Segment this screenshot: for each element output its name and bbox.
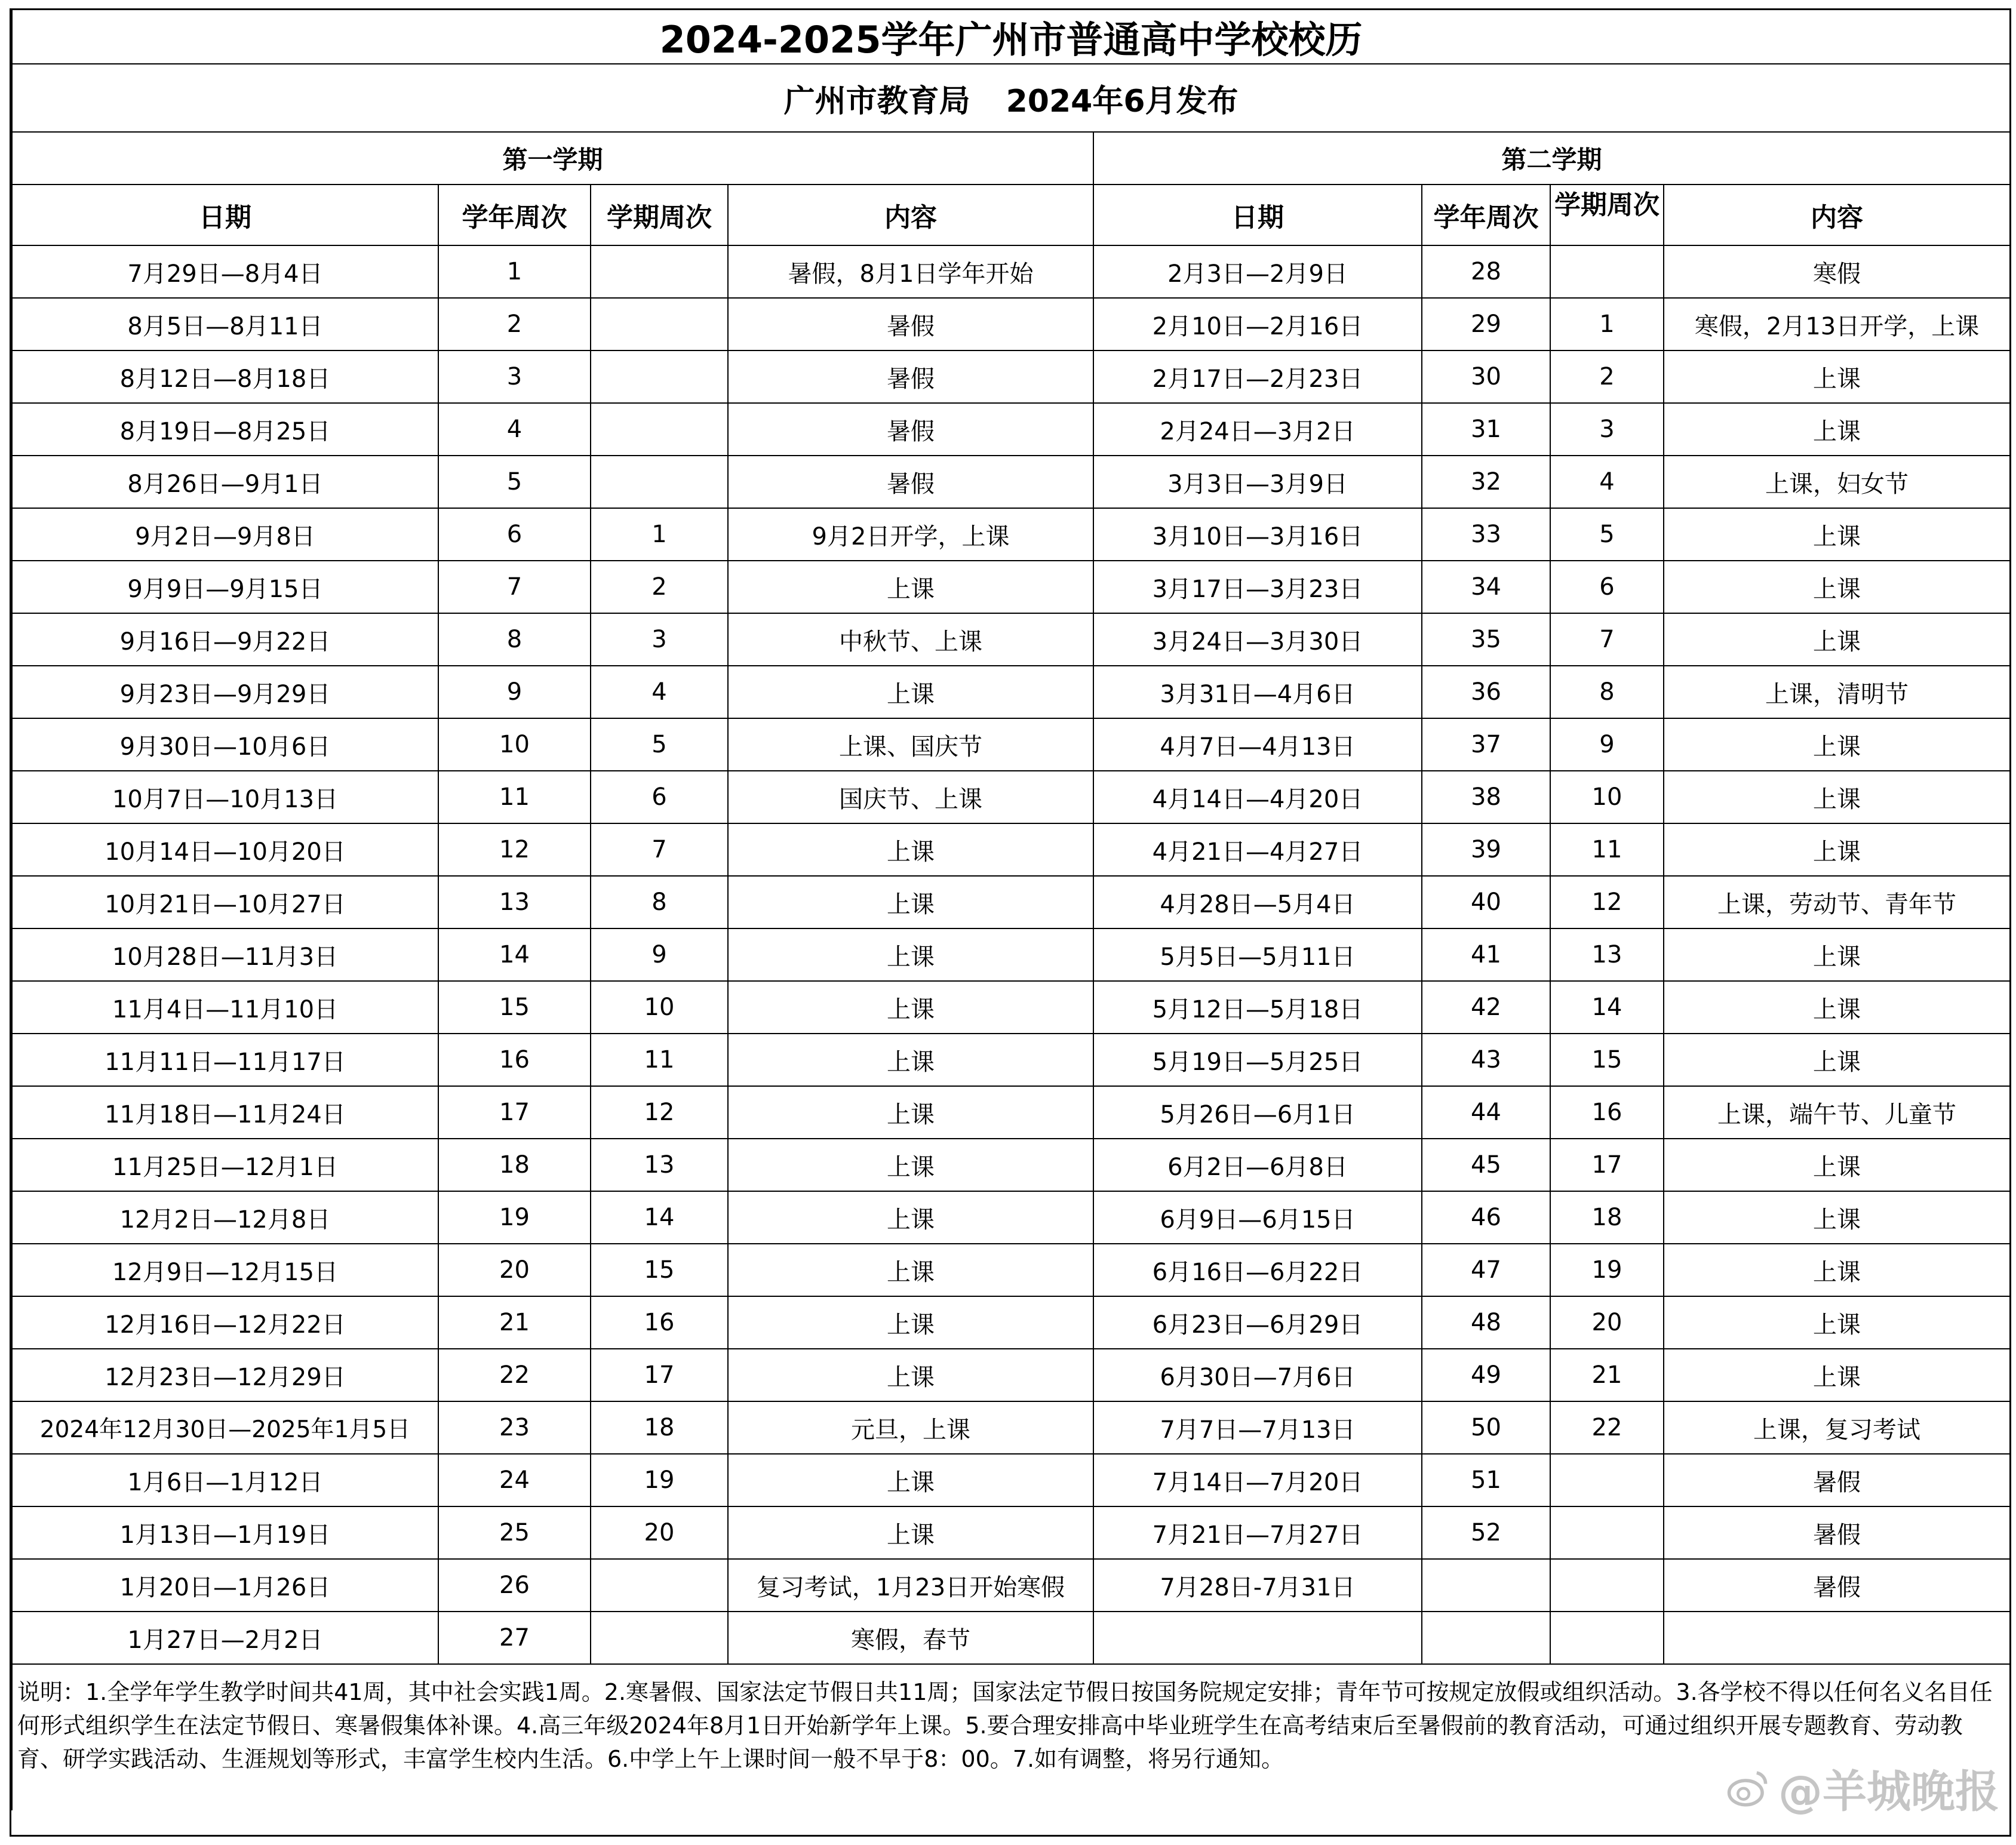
second-term-content-cell: 上课 [1664, 771, 2010, 823]
second-term-content-cell: 上课 [1664, 1034, 2010, 1086]
second-term-date-cell: 2月24日—3月2日 [1093, 403, 1422, 456]
second-term-term-week-cell: 10 [1550, 771, 1664, 823]
second-term-header: 第二学期 [1093, 132, 2010, 184]
first-term-term-week-cell [591, 298, 728, 350]
notes: 说明：1.全学年学生教学时间共41周，其中社会实践1周。2.寒暑假、国家法定节假日共11周；国家法定节假日按国务院规定安排；青年节可按规定放假或组织活动。3.各学校不得以任何名义名目任何形式组织学生在法定节假日、寒暑假集体补课。4.高三年级2024年8月1日开始新学年上课。5.要合理安排高中毕业班学生在高考结束后至暑假前的教育活动，可通过组织开展专题教育、劳动教育、研学实践活动、生涯规划等形式，丰富学生校内生活。6.中学上午上课时间一般不早于8：00。7.如有调整，将另行通知。 [12, 1664, 2010, 1810]
second-term-year-week-cell: 29 [1422, 298, 1550, 350]
second-term-content-cell: 寒假，2月13日开学，上课 [1664, 298, 2010, 350]
table-row [12, 1349, 2010, 1401]
second-term-year-week-cell: 44 [1422, 1086, 1550, 1139]
first-term-content-cell: 国庆节、上课 [728, 771, 1093, 823]
table-row [12, 876, 2010, 928]
first-term-term-week-cell: 15 [591, 1244, 728, 1296]
first-term-year-week-cell: 24 [438, 1454, 591, 1506]
second-term-content-cell: 上课，清明节 [1664, 666, 2010, 718]
watermark [1726, 1757, 1999, 1820]
second-term-year-week-cell [1422, 1559, 1550, 1612]
first-term-year-week-cell: 5 [438, 456, 591, 508]
second-term-term-week-cell: 16 [1550, 1086, 1664, 1139]
first-term-year-week-cell: 19 [438, 1191, 591, 1244]
first-term-date-cell: 11月4日—11月10日 [12, 981, 438, 1034]
second-term-date-cell [1093, 1612, 1422, 1664]
first-term-year-week-cell: 2 [438, 298, 591, 350]
page-title: 2024-2025学年广州市普通高中学校校历 [12, 10, 2010, 64]
second-term-term-week-cell: 4 [1550, 456, 1664, 508]
first-term-date-cell: 1月6日—1月12日 [12, 1454, 438, 1506]
first-term-content-cell: 上课 [728, 823, 1093, 876]
first-term-content-cell: 上课 [728, 666, 1093, 718]
second-term-content-cell: 上课 [1664, 561, 2010, 613]
second-term-content-cell: 上课 [1664, 508, 2010, 561]
second-term-date-cell: 3月31日—4月6日 [1093, 666, 1422, 718]
first-term-year-week-cell: 14 [438, 928, 591, 981]
first-term-term-week-cell: 4 [591, 666, 728, 718]
second-term-content-cell: 上课 [1664, 981, 2010, 1034]
table-row [12, 508, 2010, 561]
first-term-year-week-cell: 12 [438, 823, 591, 876]
table-row [12, 561, 2010, 613]
calendar-sheet [10, 8, 2011, 1837]
second-term-content-cell: 寒假 [1664, 245, 2010, 298]
second-term-content-cell: 上课 [1664, 718, 2010, 771]
first-term-date-cell: 9月30日—10月6日 [12, 718, 438, 771]
first-term-date-cell: 10月21日—10月27日 [12, 876, 438, 928]
first-term-content-cell: 上课 [728, 981, 1093, 1034]
first-term-date-cell: 8月12日—8月18日 [12, 350, 438, 403]
first-term-term-week-cell: 7 [591, 823, 728, 876]
second-term-date-cell: 4月28日—5月4日 [1093, 876, 1422, 928]
first-term-term-week-cell [591, 456, 728, 508]
first-term-date-cell: 12月16日—12月22日 [12, 1296, 438, 1349]
column-header-term-week: 学期周次 [591, 184, 728, 245]
second-term-year-week-cell: 38 [1422, 771, 1550, 823]
second-term-term-week-cell [1550, 1612, 1664, 1664]
first-term-term-week-cell [591, 1559, 728, 1612]
table-row [12, 1191, 2010, 1244]
second-term-term-week-cell: 6 [1550, 561, 1664, 613]
table-row [12, 771, 2010, 823]
second-term-year-week-cell: 40 [1422, 876, 1550, 928]
first-term-term-week-cell: 17 [591, 1349, 728, 1401]
table-row [12, 1244, 2010, 1296]
first-term-date-cell: 10月14日—10月20日 [12, 823, 438, 876]
second-term-year-week-cell: 49 [1422, 1349, 1550, 1401]
first-term-content-cell: 上课 [728, 928, 1093, 981]
second-term-date-cell: 6月2日—6月8日 [1093, 1139, 1422, 1191]
first-term-date-cell: 9月2日—9月8日 [12, 508, 438, 561]
first-term-date-cell: 10月28日—11月3日 [12, 928, 438, 981]
first-term-date-cell: 11月25日—12月1日 [12, 1139, 438, 1191]
first-term-year-week-cell: 23 [438, 1401, 591, 1454]
calendar-table [11, 10, 2011, 1810]
column-header-content: 内容 [1664, 184, 2010, 245]
first-term-content-cell: 暑假，8月1日学年开始 [728, 245, 1093, 298]
table-row [12, 666, 2010, 718]
second-term-term-week-cell: 5 [1550, 508, 1664, 561]
first-term-content-cell: 暑假 [728, 403, 1093, 456]
second-term-term-week-cell: 20 [1550, 1296, 1664, 1349]
second-term-content-cell: 上课，端午节、儿童节 [1664, 1086, 2010, 1139]
first-term-year-week-cell: 27 [438, 1612, 591, 1664]
second-term-date-cell: 4月14日—4月20日 [1093, 771, 1422, 823]
second-term-date-cell: 7月21日—7月27日 [1093, 1506, 1422, 1559]
second-term-date-cell: 5月12日—5月18日 [1093, 981, 1422, 1034]
first-term-content-cell: 上课 [728, 1506, 1093, 1559]
table-row [12, 298, 2010, 350]
first-term-content-cell: 上课 [728, 1139, 1093, 1191]
table-row [12, 823, 2010, 876]
first-term-term-week-cell: 13 [591, 1139, 728, 1191]
table-row [12, 456, 2010, 508]
first-term-year-week-cell: 15 [438, 981, 591, 1034]
second-term-term-week-cell: 14 [1550, 981, 1664, 1034]
table-row [12, 1506, 2010, 1559]
column-header-term-week: 学期周次 [1550, 184, 1664, 245]
first-term-date-cell: 12月23日—12月29日 [12, 1349, 438, 1401]
second-term-term-week-cell: 8 [1550, 666, 1664, 718]
first-term-term-week-cell [591, 245, 728, 298]
column-header-date: 日期 [12, 184, 438, 245]
second-term-date-cell: 4月21日—4月27日 [1093, 823, 1422, 876]
first-term-content-cell: 上课 [728, 1244, 1093, 1296]
second-term-year-week-cell: 51 [1422, 1454, 1550, 1506]
first-term-content-cell: 暑假 [728, 456, 1093, 508]
first-term-year-week-cell: 26 [438, 1559, 591, 1612]
second-term-date-cell: 7月7日—7月13日 [1093, 1401, 1422, 1454]
column-header-date: 日期 [1093, 184, 1422, 245]
first-term-date-cell: 1月20日—1月26日 [12, 1559, 438, 1612]
second-term-year-week-cell: 42 [1422, 981, 1550, 1034]
first-term-year-week-cell: 17 [438, 1086, 591, 1139]
first-term-year-week-cell: 9 [438, 666, 591, 718]
first-term-content-cell: 上课 [728, 1086, 1093, 1139]
first-term-date-cell: 1月13日—1月19日 [12, 1506, 438, 1559]
table-row [12, 1612, 2010, 1664]
second-term-year-week-cell: 28 [1422, 245, 1550, 298]
first-term-term-week-cell [591, 403, 728, 456]
first-term-year-week-cell: 4 [438, 403, 591, 456]
table-row [12, 1296, 2010, 1349]
first-term-year-week-cell: 10 [438, 718, 591, 771]
first-term-content-cell: 上课 [728, 1296, 1093, 1349]
first-term-date-cell: 11月18日—11月24日 [12, 1086, 438, 1139]
second-term-term-week-cell: 17 [1550, 1139, 1664, 1191]
table-row [12, 350, 2010, 403]
first-term-term-week-cell: 9 [591, 928, 728, 981]
first-term-term-week-cell: 1 [591, 508, 728, 561]
table-row [12, 928, 2010, 981]
second-term-term-week-cell: 7 [1550, 613, 1664, 666]
issue-date: 2024年6月发布 [1006, 83, 1239, 119]
first-term-content-cell: 上课 [728, 1034, 1093, 1086]
second-term-year-week-cell: 35 [1422, 613, 1550, 666]
first-term-content-cell: 上课 [728, 876, 1093, 928]
weibo-logo-icon [1726, 1766, 1770, 1810]
second-term-content-cell: 上课 [1664, 823, 2010, 876]
first-term-year-week-cell: 11 [438, 771, 591, 823]
first-term-term-week-cell: 8 [591, 876, 728, 928]
subtitle [12, 64, 2010, 132]
first-term-term-week-cell: 3 [591, 613, 728, 666]
second-term-year-week-cell: 30 [1422, 350, 1550, 403]
column-header-year-week: 学年周次 [1422, 184, 1550, 245]
first-term-term-week-cell: 6 [591, 771, 728, 823]
table-row [12, 718, 2010, 771]
first-term-date-cell: 8月5日—8月11日 [12, 298, 438, 350]
second-term-date-cell: 6月16日—6月22日 [1093, 1244, 1422, 1296]
second-term-date-cell: 4月7日—4月13日 [1093, 718, 1422, 771]
table-row [12, 1034, 2010, 1086]
first-term-term-week-cell: 5 [591, 718, 728, 771]
first-term-date-cell: 11月11日—11月17日 [12, 1034, 438, 1086]
second-term-term-week-cell: 22 [1550, 1401, 1664, 1454]
second-term-year-week-cell: 41 [1422, 928, 1550, 981]
second-term-date-cell: 3月17日—3月23日 [1093, 561, 1422, 613]
second-term-content-cell: 暑假 [1664, 1506, 2010, 1559]
second-term-content-cell: 上课 [1664, 403, 2010, 456]
second-term-year-week-cell: 47 [1422, 1244, 1550, 1296]
second-term-content-cell: 上课 [1664, 1139, 2010, 1191]
first-term-content-cell: 上课、国庆节 [728, 718, 1093, 771]
second-term-content-cell: 上课 [1664, 350, 2010, 403]
second-term-year-week-cell [1422, 1612, 1550, 1664]
first-term-content-cell: 中秋节、上课 [728, 613, 1093, 666]
second-term-term-week-cell: 13 [1550, 928, 1664, 981]
table-row [12, 1401, 2010, 1454]
first-term-date-cell: 8月19日—8月25日 [12, 403, 438, 456]
second-term-date-cell: 5月19日—5月25日 [1093, 1034, 1422, 1086]
second-term-date-cell: 6月30日—7月6日 [1093, 1349, 1422, 1401]
first-term-content-cell: 上课 [728, 1454, 1093, 1506]
first-term-year-week-cell: 25 [438, 1506, 591, 1559]
first-term-date-cell: 9月23日—9月29日 [12, 666, 438, 718]
first-term-date-cell: 12月9日—12月15日 [12, 1244, 438, 1296]
second-term-date-cell: 2月17日—2月23日 [1093, 350, 1422, 403]
column-header-year-week: 学年周次 [438, 184, 591, 245]
second-term-term-week-cell [1550, 1506, 1664, 1559]
first-term-term-week-cell: 18 [591, 1401, 728, 1454]
first-term-term-week-cell [591, 350, 728, 403]
second-term-term-week-cell: 12 [1550, 876, 1664, 928]
second-term-date-cell: 3月10日—3月16日 [1093, 508, 1422, 561]
first-term-date-cell: 7月29日—8月4日 [12, 245, 438, 298]
second-term-date-cell: 2月3日—2月9日 [1093, 245, 1422, 298]
table-row [12, 1454, 2010, 1506]
second-term-term-week-cell [1550, 245, 1664, 298]
second-term-year-week-cell: 36 [1422, 666, 1550, 718]
first-term-content-cell: 上课 [728, 1349, 1093, 1401]
first-term-date-cell: 12月2日—12月8日 [12, 1191, 438, 1244]
first-term-year-week-cell: 1 [438, 245, 591, 298]
first-term-content-cell: 上课 [728, 561, 1093, 613]
table-row [12, 245, 2010, 298]
first-term-content-cell: 上课 [728, 1191, 1093, 1244]
second-term-term-week-cell: 1 [1550, 298, 1664, 350]
first-term-content-cell: 9月2日开学，上课 [728, 508, 1093, 561]
second-term-date-cell: 5月26日—6月1日 [1093, 1086, 1422, 1139]
second-term-year-week-cell: 32 [1422, 456, 1550, 508]
second-term-content-cell: 上课 [1664, 613, 2010, 666]
table-row [12, 981, 2010, 1034]
second-term-year-week-cell: 31 [1422, 403, 1550, 456]
second-term-date-cell: 7月28日-7月31日 [1093, 1559, 1422, 1612]
first-term-date-cell: 1月27日—2月2日 [12, 1612, 438, 1664]
second-term-term-week-cell: 15 [1550, 1034, 1664, 1086]
second-term-term-week-cell [1550, 1454, 1664, 1506]
first-term-date-cell: 2024年12月30日—2025年1月5日 [12, 1401, 438, 1454]
first-term-year-week-cell: 8 [438, 613, 591, 666]
second-term-date-cell: 6月9日—6月15日 [1093, 1191, 1422, 1244]
first-term-year-week-cell: 6 [438, 508, 591, 561]
second-term-term-week-cell: 18 [1550, 1191, 1664, 1244]
second-term-year-week-cell: 37 [1422, 718, 1550, 771]
first-term-term-week-cell [591, 1612, 728, 1664]
second-term-content-cell: 上课，复习考试 [1664, 1401, 2010, 1454]
second-term-date-cell: 6月23日—6月29日 [1093, 1296, 1422, 1349]
second-term-term-week-cell: 2 [1550, 350, 1664, 403]
first-term-term-week-cell: 14 [591, 1191, 728, 1244]
first-term-year-week-cell: 3 [438, 350, 591, 403]
second-term-content-cell [1664, 1612, 2010, 1664]
second-term-content-cell: 上课，妇女节 [1664, 456, 2010, 508]
second-term-year-week-cell: 50 [1422, 1401, 1550, 1454]
second-term-term-week-cell [1550, 1559, 1664, 1612]
second-term-content-cell: 暑假 [1664, 1454, 2010, 1506]
second-term-year-week-cell: 45 [1422, 1139, 1550, 1191]
first-term-year-week-cell: 16 [438, 1034, 591, 1086]
column-header-content: 内容 [728, 184, 1093, 245]
first-term-term-week-cell: 10 [591, 981, 728, 1034]
second-term-date-cell: 2月10日—2月16日 [1093, 298, 1422, 350]
first-term-content-cell: 复习考试，1月23日开始寒假 [728, 1559, 1093, 1612]
first-term-content-cell: 暑假 [728, 298, 1093, 350]
first-term-year-week-cell: 18 [438, 1139, 591, 1191]
first-term-term-week-cell: 20 [591, 1506, 728, 1559]
second-term-content-cell: 上课 [1664, 1349, 2010, 1401]
second-term-content-cell: 上课 [1664, 928, 2010, 981]
second-term-content-cell: 上课 [1664, 1296, 2010, 1349]
second-term-content-cell: 上课 [1664, 1244, 2010, 1296]
watermark-text: @羊城晚报 [1778, 1766, 1999, 1818]
second-term-term-week-cell: 19 [1550, 1244, 1664, 1296]
second-term-term-week-cell: 21 [1550, 1349, 1664, 1401]
second-term-date-cell: 3月24日—3月30日 [1093, 613, 1422, 666]
second-term-date-cell: 5月5日—5月11日 [1093, 928, 1422, 981]
second-term-year-week-cell: 43 [1422, 1034, 1550, 1086]
second-term-year-week-cell: 39 [1422, 823, 1550, 876]
first-term-date-cell: 10月7日—10月13日 [12, 771, 438, 823]
second-term-term-week-cell: 3 [1550, 403, 1664, 456]
second-term-year-week-cell: 34 [1422, 561, 1550, 613]
first-term-term-week-cell: 2 [591, 561, 728, 613]
table-row [12, 613, 2010, 666]
first-term-term-week-cell: 16 [591, 1296, 728, 1349]
second-term-term-week-cell: 11 [1550, 823, 1664, 876]
first-term-content-cell: 寒假，春节 [728, 1612, 1093, 1664]
second-term-year-week-cell: 52 [1422, 1506, 1550, 1559]
first-term-year-week-cell: 20 [438, 1244, 591, 1296]
table-row [12, 403, 2010, 456]
first-term-date-cell: 8月26日—9月1日 [12, 456, 438, 508]
second-term-term-week-cell: 9 [1550, 718, 1664, 771]
second-term-content-cell: 上课，劳动节、青年节 [1664, 876, 2010, 928]
second-term-date-cell: 3月3日—3月9日 [1093, 456, 1422, 508]
first-term-year-week-cell: 21 [438, 1296, 591, 1349]
second-term-content-cell: 上课 [1664, 1191, 2010, 1244]
first-term-term-week-cell: 11 [591, 1034, 728, 1086]
first-term-year-week-cell: 7 [438, 561, 591, 613]
first-term-year-week-cell: 22 [438, 1349, 591, 1401]
first-term-date-cell: 9月16日—9月22日 [12, 613, 438, 666]
table-row [12, 1559, 2010, 1612]
second-term-year-week-cell: 48 [1422, 1296, 1550, 1349]
second-term-year-week-cell: 46 [1422, 1191, 1550, 1244]
second-term-content-cell: 暑假 [1664, 1559, 2010, 1612]
second-term-year-week-cell: 33 [1422, 508, 1550, 561]
first-term-term-week-cell: 12 [591, 1086, 728, 1139]
table-row [12, 1139, 2010, 1191]
second-term-date-cell: 7月14日—7月20日 [1093, 1454, 1422, 1506]
issuer: 广州市教育局 [783, 83, 970, 119]
first-term-date-cell: 9月9日—9月15日 [12, 561, 438, 613]
first-term-term-week-cell: 19 [591, 1454, 728, 1506]
first-term-content-cell: 元旦，上课 [728, 1401, 1093, 1454]
first-term-content-cell: 暑假 [728, 350, 1093, 403]
first-term-year-week-cell: 13 [438, 876, 591, 928]
table-row [12, 1086, 2010, 1139]
first-term-header: 第一学期 [12, 132, 1093, 184]
